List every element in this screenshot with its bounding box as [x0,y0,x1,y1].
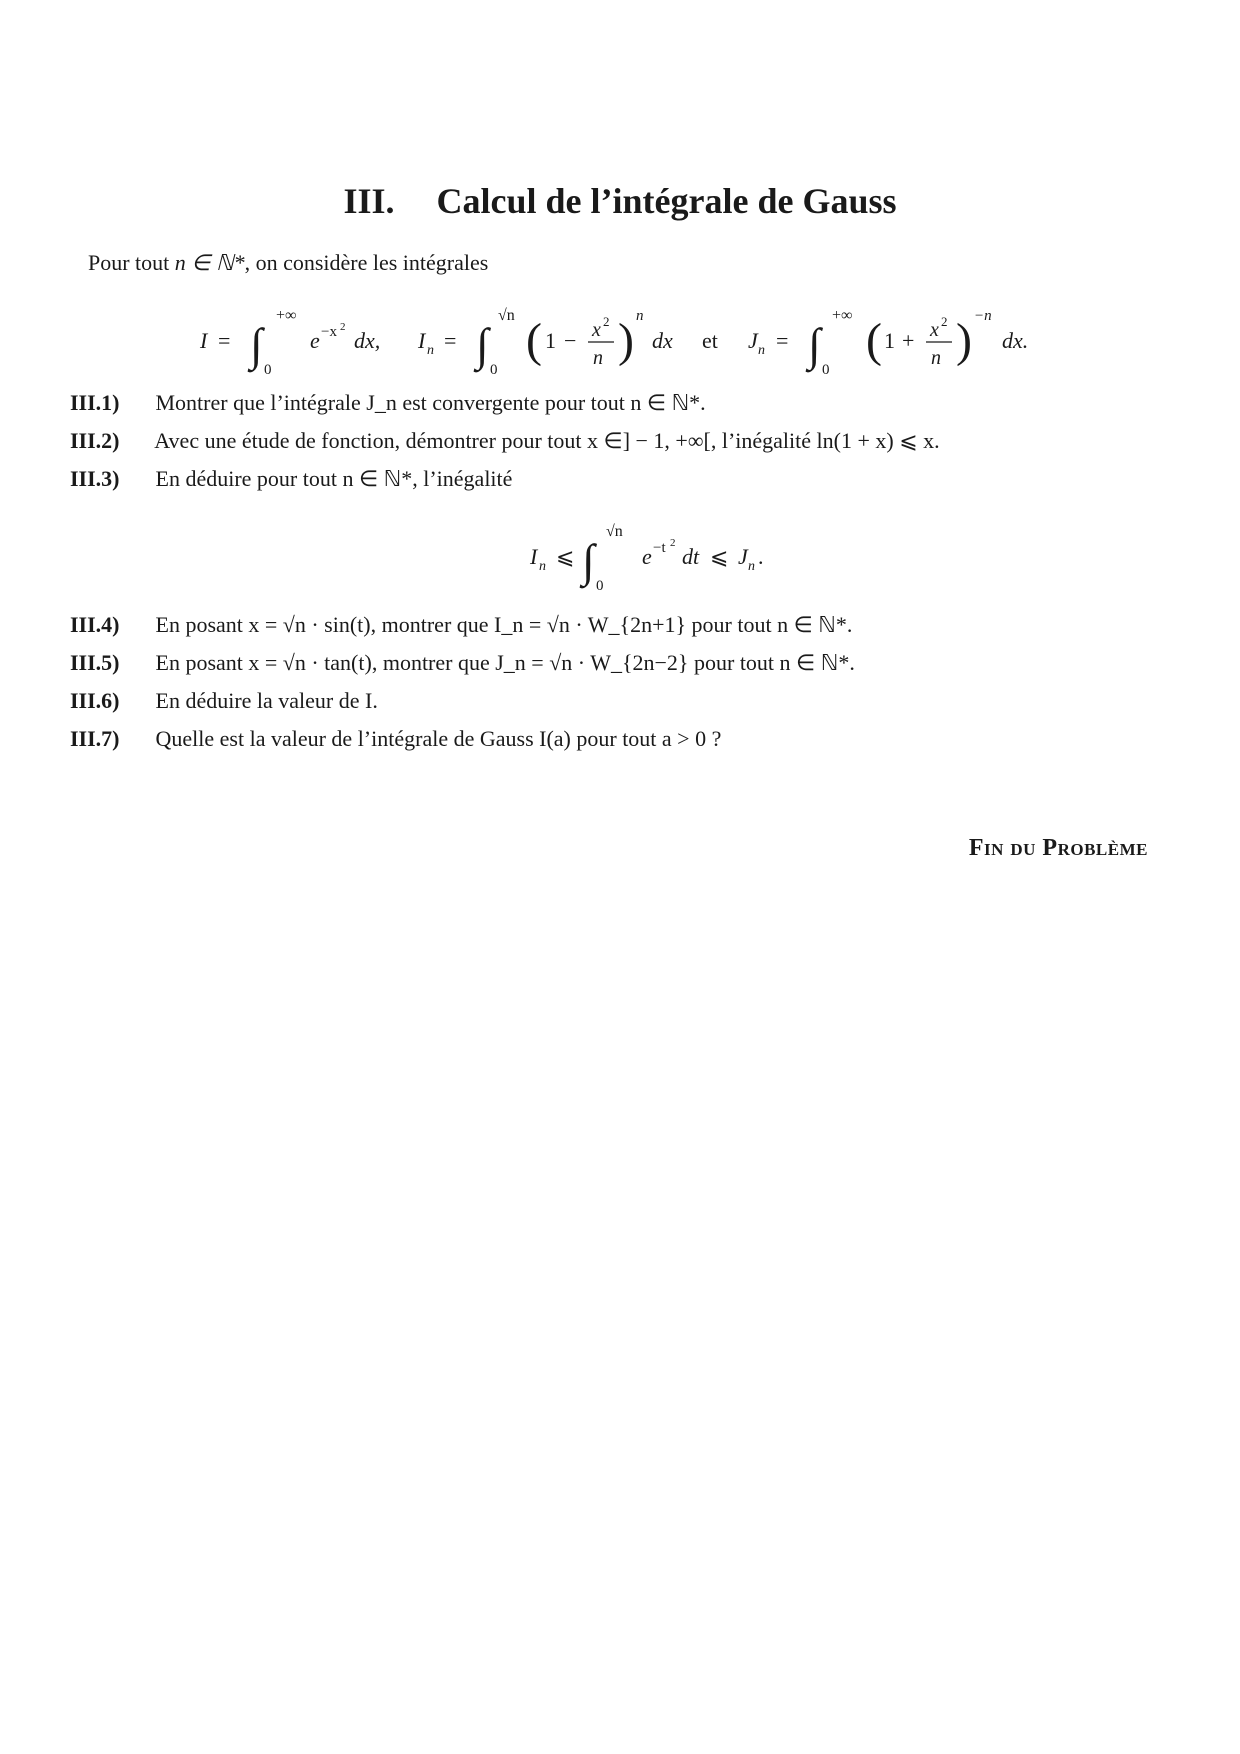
svg-text:0: 0 [264,362,272,378]
svg-text:n: n [539,559,546,574]
svg-text:(: ( [526,314,542,367]
question-label: III.4) [70,612,120,637]
svg-text:∫: ∫ [582,535,595,586]
svg-text:=: = [444,328,457,353]
svg-text:0: 0 [822,362,830,378]
svg-text:.: . [758,544,764,569]
svg-text:(: ( [866,314,882,367]
question-label: III.6) [70,688,120,713]
svg-text:2: 2 [941,314,948,329]
svg-text:⩽: ⩽ [710,544,729,569]
svg-text:2: 2 [670,537,676,549]
question-label: III.3) [70,466,120,491]
svg-text:+: + [902,328,915,353]
intro-text-after: , on considère les intégrales [244,250,489,275]
definitions-connector: et [702,328,718,353]
svg-text:e: e [642,544,652,569]
question-3 [70,466,512,492]
inequality-formula [0,510,1240,600]
svg-text:I: I [418,328,426,353]
svg-text:=: = [776,328,789,353]
svg-text:2: 2 [340,321,346,333]
question-text: Montrer que l’intégrale J_n est convergente pour tout n ∈ ℕ*. [155,390,706,415]
svg-text:n: n [593,347,603,369]
svg-text:x: x [930,319,939,341]
question-text: Quelle est la valeur de l’intégrale de Gauss I(a) pour tout a > 0 ? [155,726,722,751]
question-text: Avec une étude de fonction, démontrer pour tout x ∈] − 1, +∞[, l’inégalité ln(1 + x) ⩽ x. [154,428,940,453]
svg-text:dx,: dx, [354,328,381,353]
svg-text:J: J [748,328,758,353]
svg-text:dx.: dx. [1002,328,1029,353]
question-text: En posant x = √n · sin(t), montrer que I_n = √n · W_{2n+1} pour tout n ∈ ℕ*. [155,612,853,637]
svg-text:−: − [564,328,577,353]
question-2 [70,428,940,454]
section-title-text: Calcul de l’intégrale de Gauss [436,181,897,221]
svg-text:n: n [931,347,941,369]
svg-text:1: 1 [884,328,895,353]
definitions-formula [0,300,1240,390]
question-4 [70,612,852,638]
svg-text:⩽: ⩽ [556,544,575,569]
question-5 [70,650,855,676]
svg-text:0: 0 [490,362,498,378]
svg-text:dx: dx [652,328,673,353]
question-label: III.1) [70,390,120,415]
svg-text:∫: ∫ [250,319,263,370]
svg-text:n: n [636,308,644,324]
svg-text:1: 1 [545,328,556,353]
svg-text:+∞: +∞ [276,307,297,324]
question-text: En déduire pour tout n ∈ ℕ*, l’inégalité [155,466,513,491]
svg-text:∫: ∫ [476,319,489,370]
intro-set: n ∈ ℕ* [174,250,245,275]
svg-text:J: J [738,544,748,569]
svg-text:): ) [618,314,634,367]
section-title [0,180,1240,222]
svg-text:n: n [758,343,765,358]
question-label: III.5) [70,650,120,675]
question-text: En déduire la valeur de I. [155,688,378,713]
svg-text:+∞: +∞ [832,307,853,324]
section-number: III. [343,181,395,221]
intro-text-before: Pour tout [88,250,175,275]
question-7 [70,726,721,752]
question-label: III.2) [70,428,120,453]
svg-text:0: 0 [596,578,604,594]
question-6 [70,688,378,714]
svg-text:I: I [530,544,538,569]
question-1 [70,390,706,416]
question-label: III.7) [70,726,120,751]
svg-text:√n: √n [498,307,515,324]
svg-text:I: I [200,328,208,353]
svg-text:2: 2 [603,314,610,329]
svg-text:): ) [956,314,972,367]
svg-text:x: x [592,319,601,341]
svg-text:−x: −x [321,324,337,340]
svg-text:e: e [310,328,320,353]
svg-text:dt: dt [682,544,700,569]
intro-sentence [88,250,488,276]
svg-text:−n: −n [974,308,992,324]
question-text: En posant x = √n · tan(t), montrer que J_n = √n · W_{2n−2} pour tout n ∈ ℕ*. [155,650,855,675]
end-of-problem: Fin du Problème [968,835,1148,861]
svg-text:√n: √n [606,523,623,540]
svg-text:=: = [218,328,231,353]
svg-text:∫: ∫ [808,319,821,370]
svg-text:−t: −t [653,540,666,556]
svg-text:n: n [748,559,755,574]
svg-text:n: n [427,343,434,358]
